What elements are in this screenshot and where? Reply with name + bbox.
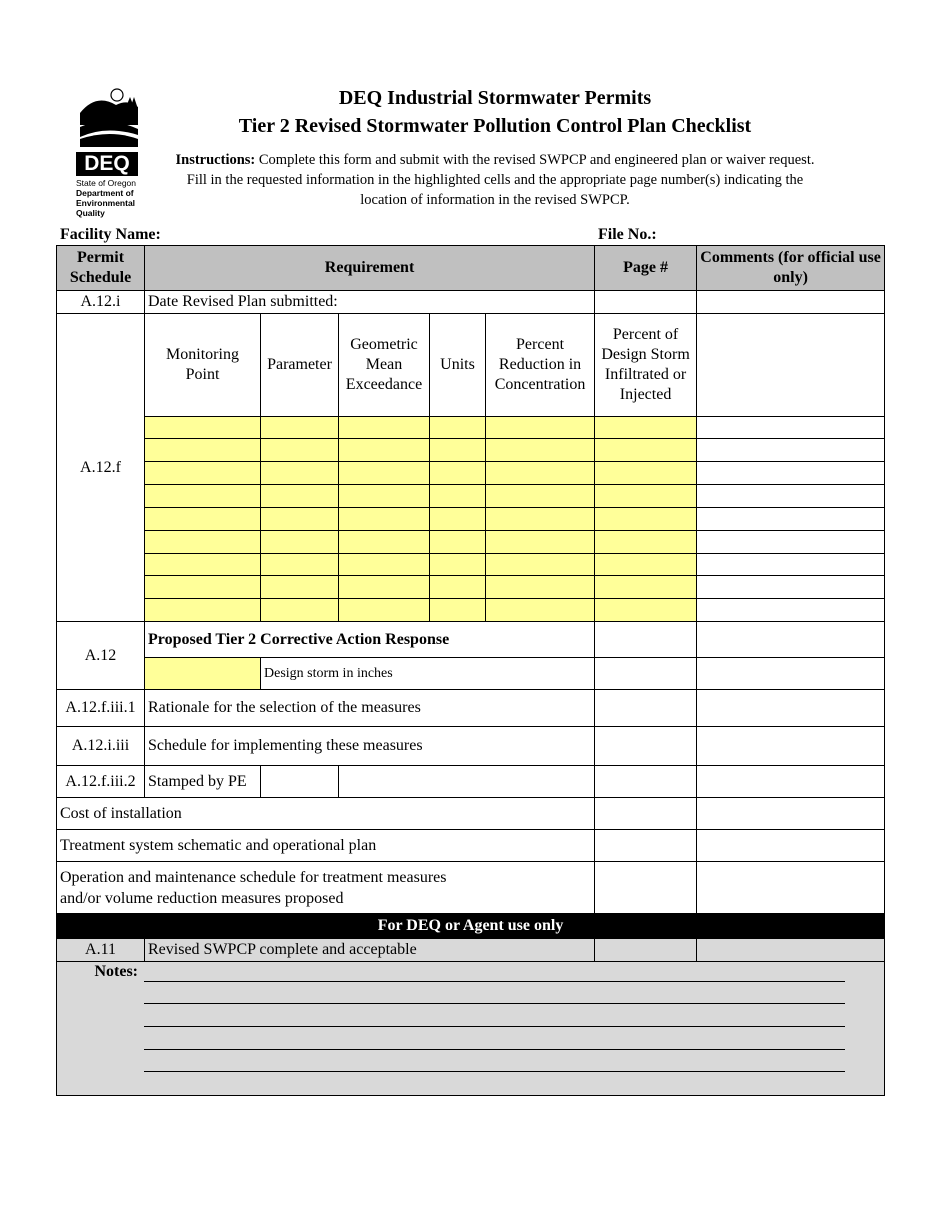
code-a12fiii1: A.12.f.iii.1 — [57, 690, 145, 727]
percent-design-storm-input[interactable] — [595, 531, 697, 554]
facility-name-label: Facility Name: — [60, 226, 161, 243]
percent-design-storm-input[interactable] — [595, 439, 697, 462]
monitoring-row — [57, 599, 885, 622]
parameter-input[interactable] — [261, 599, 339, 622]
percent-reduction-input[interactable] — [486, 554, 595, 576]
percent-reduction-input[interactable] — [486, 485, 595, 508]
monitoring-row — [57, 508, 885, 531]
geometric-mean-input[interactable] — [339, 439, 430, 462]
parameter-input[interactable] — [261, 439, 339, 462]
percent-design-storm-input[interactable] — [595, 554, 697, 576]
treatment-comments-cell[interactable] — [697, 830, 885, 862]
comments-cell[interactable] — [697, 485, 885, 508]
percent-reduction-input[interactable] — [486, 576, 595, 599]
checklist-table — [56, 245, 885, 1096]
date-comments-cell[interactable] — [697, 291, 885, 314]
comments-cell[interactable] — [697, 531, 885, 554]
logo-env-text: Environmental — [76, 198, 136, 208]
notes-label: Notes: — [94, 963, 138, 980]
date-page-cell[interactable] — [595, 291, 697, 314]
notes-line — [144, 981, 845, 982]
rationale-comments-cell[interactable] — [697, 690, 885, 727]
code-a12: A.12 — [57, 622, 145, 690]
percent-design-storm-input[interactable] — [595, 576, 697, 599]
logo-state-text: State of Oregon — [76, 178, 137, 188]
instructions — [150, 150, 840, 210]
logo-quality-text: Quality — [76, 208, 105, 218]
om-line-1: Operation and maintenance schedule for treatment measures — [60, 868, 447, 886]
percent-design-storm-input[interactable] — [595, 417, 697, 439]
monitoring-row — [57, 417, 885, 439]
deq-landscape-icon — [76, 85, 142, 155]
cost-page-cell[interactable] — [595, 798, 697, 830]
om-page-cell[interactable] — [595, 862, 697, 914]
col-parameter: Parameter — [261, 314, 339, 417]
col-percent-design-storm: Percent of Design Storm Infiltrated or Injected — [595, 314, 697, 417]
monitoring-point-input[interactable] — [145, 439, 261, 462]
cost-comments-cell[interactable] — [697, 798, 885, 830]
parameter-input[interactable] — [261, 576, 339, 599]
instructions-line-3: location of information in the revised SWPCP. — [360, 192, 630, 208]
geometric-mean-input[interactable] — [339, 462, 430, 485]
om-comments-cell[interactable] — [697, 862, 885, 914]
geometric-mean-input[interactable] — [339, 417, 430, 439]
percent-design-storm-input[interactable] — [595, 599, 697, 622]
corrective-page-cell[interactable] — [595, 622, 697, 658]
geometric-mean-input[interactable] — [339, 576, 430, 599]
monitoring-point-input[interactable] — [145, 531, 261, 554]
geometric-mean-input[interactable] — [339, 508, 430, 531]
comments-cell[interactable] — [697, 439, 885, 462]
rationale-page-cell[interactable] — [595, 690, 697, 727]
stamped-input[interactable] — [261, 766, 339, 798]
monitoring-point-input[interactable] — [145, 417, 261, 439]
monitoring-row — [57, 462, 885, 485]
om-label — [57, 862, 595, 914]
percent-reduction-input[interactable] — [486, 417, 595, 439]
code-a12f: A.12.f — [57, 314, 145, 622]
design-storm-comments-cell[interactable] — [697, 658, 885, 690]
percent-design-storm-input[interactable] — [595, 508, 697, 531]
geometric-mean-input[interactable] — [339, 531, 430, 554]
stamped-extra-cell[interactable] — [339, 766, 595, 798]
percent-reduction-input[interactable] — [486, 462, 595, 485]
comments-cell[interactable] — [697, 576, 885, 599]
stamped-label: Stamped by PE — [145, 766, 261, 798]
monitoring-row — [57, 531, 885, 554]
a11-page-cell[interactable] — [595, 939, 697, 962]
comments-cell[interactable] — [697, 599, 885, 622]
header-comments: Comments (for official use only) — [697, 246, 885, 291]
units-input[interactable] — [430, 554, 486, 576]
schedule-comments-cell[interactable] — [697, 727, 885, 766]
notes-line — [144, 1049, 845, 1050]
corrective-action-title: Proposed Tier 2 Corrective Action Response — [145, 622, 595, 658]
monitoring-point-input[interactable] — [145, 485, 261, 508]
agent-use-header: For DEQ or Agent use only — [57, 914, 885, 939]
percent-design-storm-input[interactable] — [595, 462, 697, 485]
monitoring-row — [57, 439, 885, 462]
page-title: DEQ Industrial Stormwater Permits — [338, 87, 652, 109]
a11-comments-cell[interactable] — [697, 939, 885, 962]
monitoring-point-input[interactable] — [145, 554, 261, 576]
comments-cell[interactable] — [697, 462, 885, 485]
percent-reduction-input[interactable] — [486, 599, 595, 622]
code-a12fiii2: A.12.f.iii.2 — [57, 766, 145, 798]
percent-reduction-input[interactable] — [486, 439, 595, 462]
page-subtitle: Tier 2 Revised Stormwater Pollution Control Plan Checklist — [238, 115, 752, 137]
stamped-page-cell[interactable] — [595, 766, 697, 798]
geometric-mean-input[interactable] — [339, 485, 430, 508]
stamped-comments-cell[interactable] — [697, 766, 885, 798]
comments-cell[interactable] — [697, 417, 885, 439]
deq-logo-mark: DEQ — [76, 152, 138, 176]
parameter-input[interactable] — [261, 554, 339, 576]
treatment-page-cell[interactable] — [595, 830, 697, 862]
logo-dept-text: Department of — [76, 188, 134, 198]
col-units: Units — [430, 314, 486, 417]
design-storm-input[interactable] — [145, 658, 261, 690]
parameter-input[interactable] — [261, 462, 339, 485]
monitoring-comments-header-cell — [697, 314, 885, 417]
comments-cell[interactable] — [697, 508, 885, 531]
instructions-line-2: Fill in the requested information in the highlighted cells and the appropriate page number(s) indicating the — [186, 172, 804, 188]
cost-label: Cost of installation — [57, 798, 595, 830]
corrective-comments-cell[interactable] — [697, 622, 885, 658]
header-requirement: Requirement — [145, 246, 595, 291]
date-revised-label: Date Revised Plan submitted: — [145, 291, 595, 314]
monitoring-point-input[interactable] — [145, 599, 261, 622]
code-a12iiii: A.12.i.iii — [57, 727, 145, 766]
code-a12i: A.12.i — [57, 291, 145, 314]
treatment-label: Treatment system schematic and operational plan — [57, 830, 595, 862]
instructions-label: Instructions: — [175, 152, 256, 168]
monitoring-row — [57, 554, 885, 576]
facility-name-input[interactable] — [170, 224, 590, 244]
header-permit-schedule: Permit Schedule — [57, 246, 145, 291]
header-page: Page # — [595, 246, 697, 291]
percent-reduction-input[interactable] — [486, 508, 595, 531]
rationale-label: Rationale for the selection of the measures — [145, 690, 595, 727]
a11-label: Revised SWPCP complete and acceptable — [145, 939, 595, 962]
monitoring-point-input[interactable] — [145, 576, 261, 599]
comments-cell[interactable] — [697, 554, 885, 576]
monitoring-row — [57, 576, 885, 599]
col-geometric-mean: Geometric Mean Exceedance — [339, 314, 430, 417]
units-input[interactable] — [430, 576, 486, 599]
parameter-input[interactable] — [261, 508, 339, 531]
col-percent-reduction: Percent Reduction in Concentration — [486, 314, 595, 417]
monitoring-point-input[interactable] — [145, 508, 261, 531]
notes-line — [144, 1071, 845, 1072]
notes-line — [144, 1026, 845, 1027]
monitoring-row — [57, 485, 885, 508]
parameter-input[interactable] — [261, 531, 339, 554]
om-line-2: and/or volume reduction measures proposed — [60, 889, 344, 907]
design-storm-page-cell[interactable] — [595, 658, 697, 690]
parameter-input[interactable] — [261, 485, 339, 508]
geometric-mean-input[interactable] — [339, 599, 430, 622]
file-no-label: File No.: — [598, 226, 657, 243]
design-storm-label: Design storm in inches — [261, 658, 595, 690]
deq-logo — [76, 85, 142, 220]
monitoring-point-input[interactable] — [145, 462, 261, 485]
schedule-label: Schedule for implementing these measures — [145, 727, 595, 766]
percent-reduction-input[interactable] — [486, 531, 595, 554]
units-input[interactable] — [430, 508, 486, 531]
instructions-line-1: Complete this form and submit with the revised SWPCP and engineered plan or waiver request. — [255, 152, 815, 168]
units-input[interactable] — [430, 439, 486, 462]
parameter-input[interactable] — [261, 417, 339, 439]
units-input[interactable] — [430, 531, 486, 554]
units-input[interactable] — [430, 485, 486, 508]
schedule-page-cell[interactable] — [595, 727, 697, 766]
code-a11: A.11 — [57, 939, 145, 962]
col-monitoring-point: Monitoring Point — [145, 314, 261, 417]
units-input[interactable] — [430, 417, 486, 439]
units-input[interactable] — [430, 599, 486, 622]
file-no-input[interactable] — [665, 224, 880, 244]
units-input[interactable] — [430, 462, 486, 485]
geometric-mean-input[interactable] — [339, 554, 430, 576]
notes-line — [144, 1003, 845, 1004]
percent-design-storm-input[interactable] — [595, 485, 697, 508]
